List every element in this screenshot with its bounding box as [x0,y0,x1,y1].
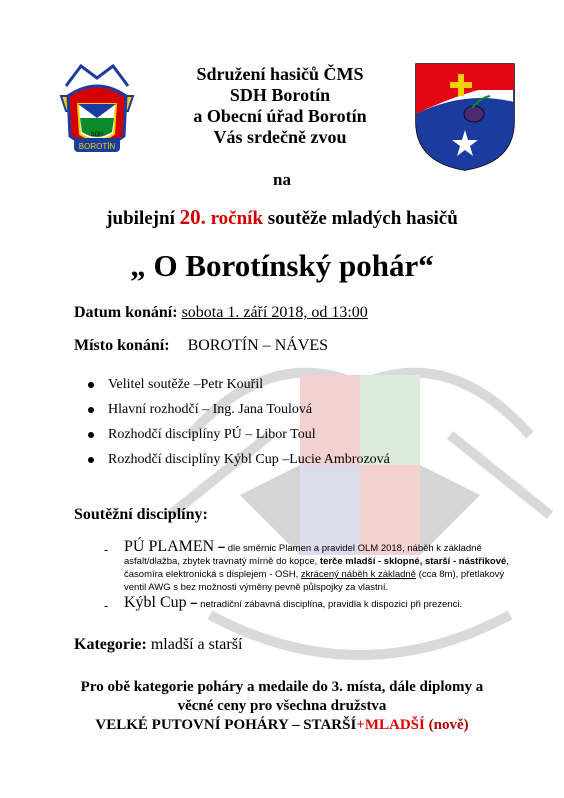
jubilee-rocnik: ročník [205,208,264,229]
date-label: Datum konání: [74,304,178,321]
footer-line-1: Pro obě kategorie poháry a medaile do 3. místa, dále diplomy a [80,679,484,695]
footer-line-3 [0,716,564,735]
list-item [86,402,390,427]
kybl-text: netradiční zábavná disciplína, pravidla k dispozici při prezenci. [197,599,463,610]
bullet-icon [88,457,94,463]
sdh-borotin-logo [56,56,138,156]
dash-marker: - [104,542,109,557]
disciplines-list [104,540,524,611]
pu-dash: – [214,539,226,554]
header-line-3: a Obecní úřad Borotín [193,106,367,126]
dash-marker: - [104,598,109,613]
footer-line-2: věcné ceny pro všechna družstva [177,698,387,714]
category-row [74,636,242,654]
staff-text: Hlavní rozhodčí – Ing. Jana Toulová [108,402,313,417]
list-item [86,427,390,452]
staff-text: Velitel soutěže –Petr Kouřil [108,377,264,392]
disciplines-heading [74,506,208,524]
category-label: Kategorie: [74,636,147,653]
category-value: mladší a starší [146,636,243,653]
pu-text-4: zkrácený náběh k základně [300,569,417,580]
place-value: BOROTÍN – NÁVES [187,337,329,354]
list-item [86,452,390,477]
place-row [74,337,328,355]
header-line-2: SDH Borotín [229,85,331,105]
place-label: Místo konání: [74,337,170,354]
disciplines-label: Soutěžní disciplíny: [74,506,208,523]
kybl-name: Kýbl Cup [124,594,187,611]
bullet-icon [88,382,94,388]
bullet-icon [88,407,94,413]
footer-new: (nově) [424,717,469,733]
fire-emblem-watermark [150,315,564,685]
logo-town-text: BOROTÍN [78,142,116,151]
pu-text-2: terče mladší - sklopné, starší - nástřikové [319,556,507,567]
date-value: sobota 1. září 2018, od 13:00 [181,304,368,321]
header-line-1: Sdružení hasičů ČMS [196,64,364,84]
staff-text: Rozhodčí disciplíny PÚ – Libor Toul [108,427,316,442]
discipline-kybl [104,596,524,611]
date-row [74,304,368,322]
prizes-footer [0,678,564,735]
bullet-icon [88,432,94,438]
logo-sdh-text: SDH [90,132,104,138]
list-item [86,377,390,402]
jubilee-pre: jubilejní [106,208,180,229]
jubilee-number: 20. [179,205,206,229]
organizer-header [150,64,410,148]
staff-text: Rozhodčí disciplíny Kýbl Cup –Lucie Ambrozová [108,452,390,467]
footer-trophies: VELKÉ PUTOVNÍ POHÁRY – STARŠÍ [95,717,357,733]
pu-text-1: dle směrnic Plamen a pravidel OLM 2018, náběh k základně asfalt/dlažba, zbytek travnatý mírně do kopce, [124,543,482,567]
na-text: na [273,170,291,189]
header-line-4: Vás srdečně zvou [213,127,347,147]
kybl-dash: – [186,595,198,610]
footer-younger: +MLADŠÍ [356,717,425,733]
discipline-pu [104,540,524,594]
jubilee-line [0,205,564,230]
pu-text-5: (cca 8m), přetlakový ventil AWG s bez možnosti výměny pevně půlspojky za vlastní. [124,569,505,593]
staff-list [86,377,390,477]
event-title: „ O Borotínský pohár“ [130,248,434,283]
jubilee-post: soutěže mladých hasičů [263,208,458,229]
pu-name: PÚ PLAMEN [124,538,215,555]
borotin-coat-of-arms [414,62,516,172]
pu-text-3: , časomíra elektronická s displejem - OSH, [124,556,509,580]
